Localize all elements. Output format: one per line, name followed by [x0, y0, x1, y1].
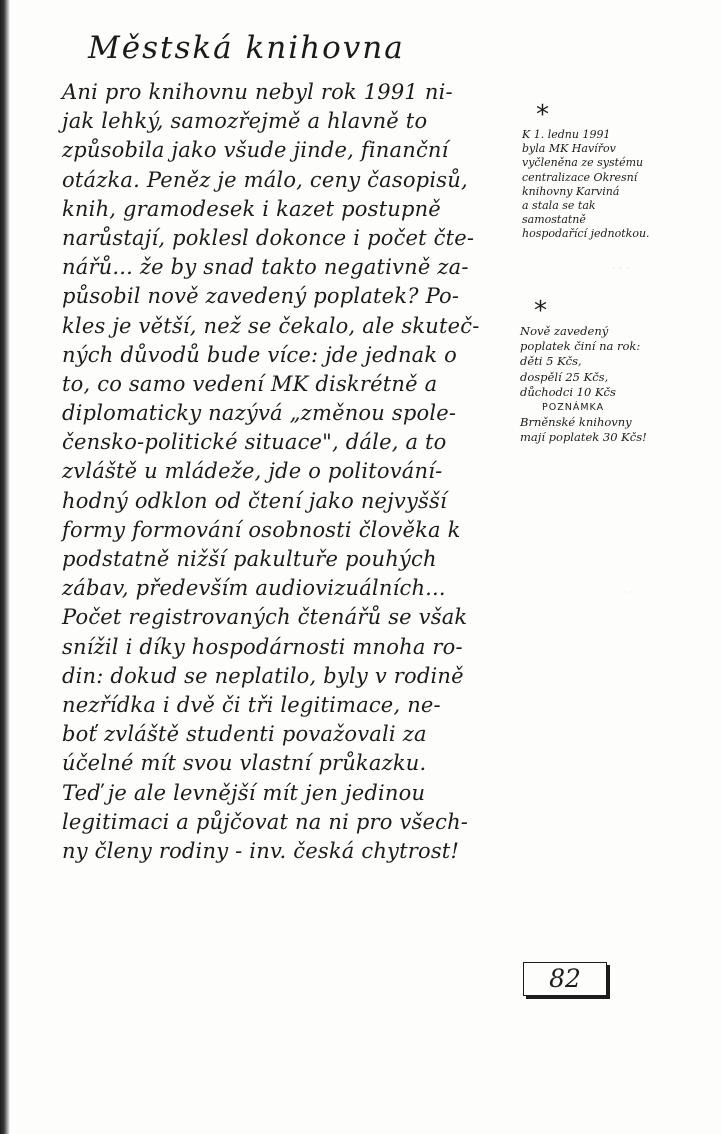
- text-line: otázka. Peněz je málo, ceny časopisů,: [62, 167, 468, 192]
- text-line: působil nově zavedený poplatek? Po-: [62, 284, 460, 309]
- margin-note-1: [522, 102, 718, 242]
- bleed-through-mark: · · ·: [612, 262, 630, 275]
- text-line: podstatně nižší pakultuře pouhých: [62, 547, 437, 571]
- margin-note-line: vyčleněna ze systému: [522, 156, 644, 170]
- text-line: narůstají, poklesl dokonce i počet čte-: [62, 225, 475, 250]
- margin-note-line: Brněnské knihovny: [520, 415, 632, 430]
- main-text-block: [62, 78, 522, 866]
- text-line: jak lehký, samozřejmě a hlavně to: [62, 109, 428, 134]
- margin-note-line: hospodařící jednotkou.: [522, 227, 650, 241]
- page-title: Městská knihovna: [88, 30, 405, 66]
- margin-note-line: knihovny Karviná: [522, 184, 620, 198]
- text-line: legitimaci a půjčovat na ni pro všech-: [62, 809, 469, 834]
- text-line: zvláště u mládeže, jde o politování-: [62, 459, 443, 484]
- text-line: din: dokud se neplatilo, byly v rodině: [62, 663, 464, 688]
- footnote-asterisk: *: [534, 296, 547, 326]
- text-line: kles je větší, než se čekalo, ale skuteč-: [62, 313, 480, 338]
- margin-note-line: byla MK Havířov: [522, 142, 616, 156]
- text-line: nezřídka i dvě či tři legitimace, ne-: [62, 692, 441, 717]
- margin-note-line: poplatek činí na rok:: [520, 339, 641, 354]
- page-number-box: 82: [523, 962, 607, 996]
- footnote-asterisk: *: [536, 100, 549, 130]
- text-line: Ani pro knihovnu nebyl rok 1991 ni-: [62, 80, 453, 104]
- text-line: způsobila jako všude jinde, finanční: [62, 138, 449, 163]
- text-line: Teď je ale levnější mít jen jedinou: [62, 780, 426, 805]
- text-line: formy formování osobnosti člověka k: [62, 517, 461, 542]
- margin-note-line: důchodci 10 Kčs: [520, 384, 616, 399]
- text-line: to, co samo vedení MK diskrétně a: [62, 371, 438, 396]
- scan-edge-shadow: [0, 0, 10, 1134]
- text-line: diplomaticky nazývá „změnou spole-: [62, 401, 457, 426]
- text-line: ny členy rodiny - inv. česká chytrost!: [62, 838, 460, 863]
- margin-note-line: POZNÁMKA: [542, 401, 605, 413]
- text-line: zábav, především audiovizuálních...: [62, 576, 446, 601]
- margin-note-line: centralizace Okresní: [522, 170, 638, 184]
- text-line: boť zvláště studenti považovali za: [62, 722, 427, 747]
- text-line: hodný odklon od čtení jako nejvyšší: [62, 488, 447, 513]
- text-line: nářů... že by snad takto negativně za-: [62, 255, 469, 280]
- margin-note-line: mají poplatek 30 Kčs!: [520, 430, 647, 445]
- text-line: čensko-politické situace", dále, a to: [62, 430, 447, 455]
- margin-note-line: Nově zavedený: [520, 324, 609, 338]
- text-line: snížil i díky hospodárnosti mnoha ro-: [62, 634, 463, 659]
- text-line: účelné mít svou vlastní průkazku.: [62, 751, 427, 776]
- margin-note-2: [520, 298, 716, 446]
- margin-note-line: děti 5 Kčs,: [520, 354, 582, 369]
- bleed-through-mark: · · ·: [618, 588, 633, 598]
- text-line: Počet registrovaných čtenářů se však: [62, 605, 468, 630]
- text-line: knih, gramodesek i kazet postupně: [62, 196, 441, 221]
- margin-note-line: dospělí 25 Kčs,: [520, 369, 609, 384]
- margin-note-line: samostatně: [522, 213, 586, 227]
- margin-note-line: a stala se tak: [522, 198, 596, 212]
- margin-note-line: K 1. lednu 1991: [522, 128, 611, 141]
- text-line: ných důvodů bude více: jde jednak o: [62, 342, 458, 367]
